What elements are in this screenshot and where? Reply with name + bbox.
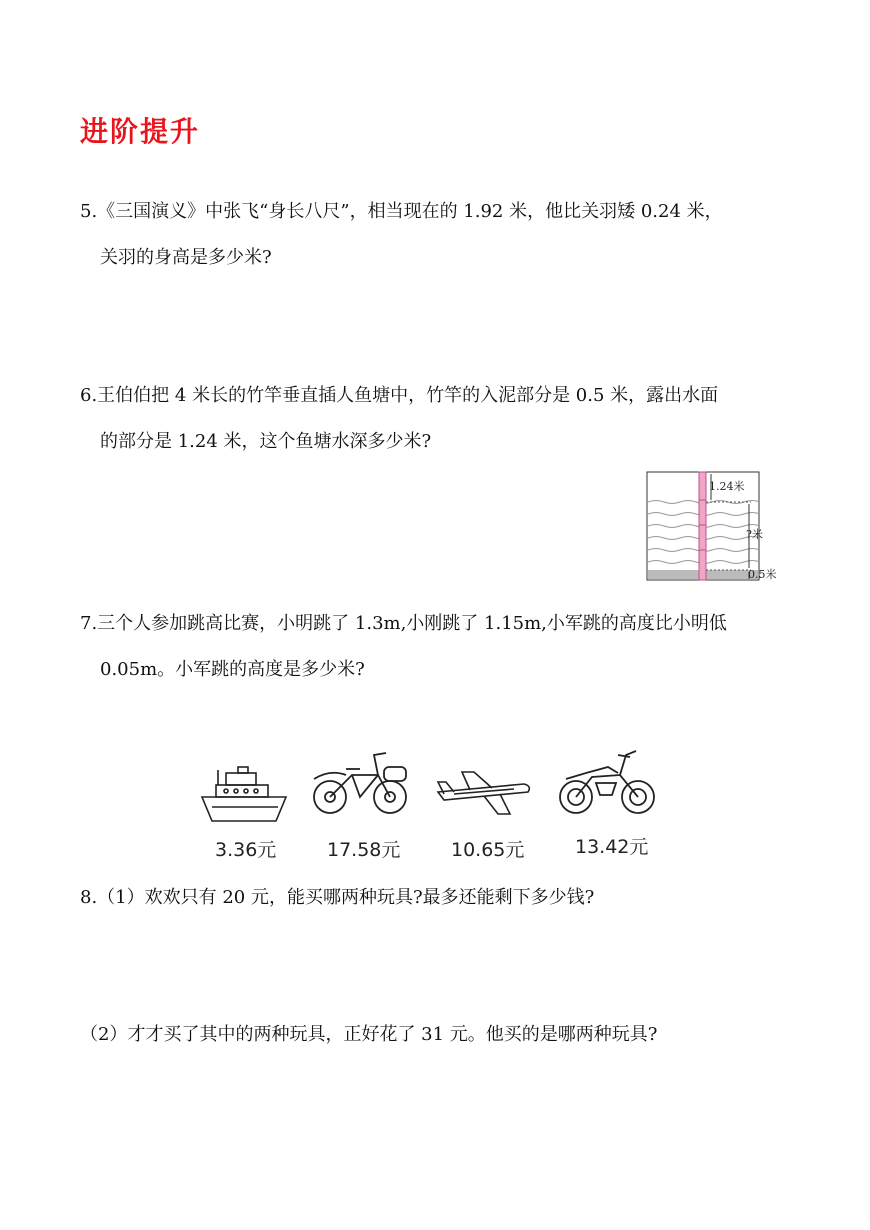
q5-line2: 关羽的身高是多少米?	[100, 247, 272, 268]
q6-line1: 6.王伯伯把 4 米长的竹竿垂直插人鱼塘中，竹竿的入泥部分是 0.5 米，露出水面	[80, 385, 719, 406]
toy-price-bicycle: 17.58元	[327, 839, 401, 861]
q7-line1: 7.三个人参加跳高比赛，小明跳了 1.3m,小刚跳了 1.15m,小军跳的高度比小明低	[80, 613, 727, 634]
airplane-icon	[434, 770, 532, 818]
motorcycle-icon	[556, 745, 658, 817]
ship-icon	[198, 765, 290, 825]
label-exposed: 1.24米	[709, 480, 745, 493]
q7-line2: 0.05m。小军跳的高度是多少米?	[100, 659, 365, 680]
label-mud: 0.5米	[748, 568, 777, 581]
section-title: 进阶提升	[80, 115, 201, 148]
q8-part2: （2）才才买了其中的两种玩具，正好花了 31 元。他买的是哪两种玩具?	[80, 1024, 658, 1045]
toy-price-airplane: 10.65元	[451, 839, 525, 861]
pond-figure	[645, 470, 790, 582]
q8-part1: 8.（1）欢欢只有 20 元，能买哪两种玩具?最多还能剩下多少钱?	[80, 887, 595, 908]
toy-price-ship: 3.36元	[215, 839, 277, 861]
q6-line2: 的部分是 1.24 米，这个鱼塘水深多少米?	[100, 431, 432, 452]
label-water-depth: ?米	[746, 528, 763, 541]
toy-price-motorcycle: 13.42元	[575, 836, 649, 858]
q5-line1: 5.《三国演义》中张飞“身长八尺”，相当现在的 1.92 米，他比关羽矮 0.24 米，	[80, 201, 723, 222]
bicycle-icon	[310, 745, 412, 820]
bamboo-pole	[699, 472, 706, 580]
